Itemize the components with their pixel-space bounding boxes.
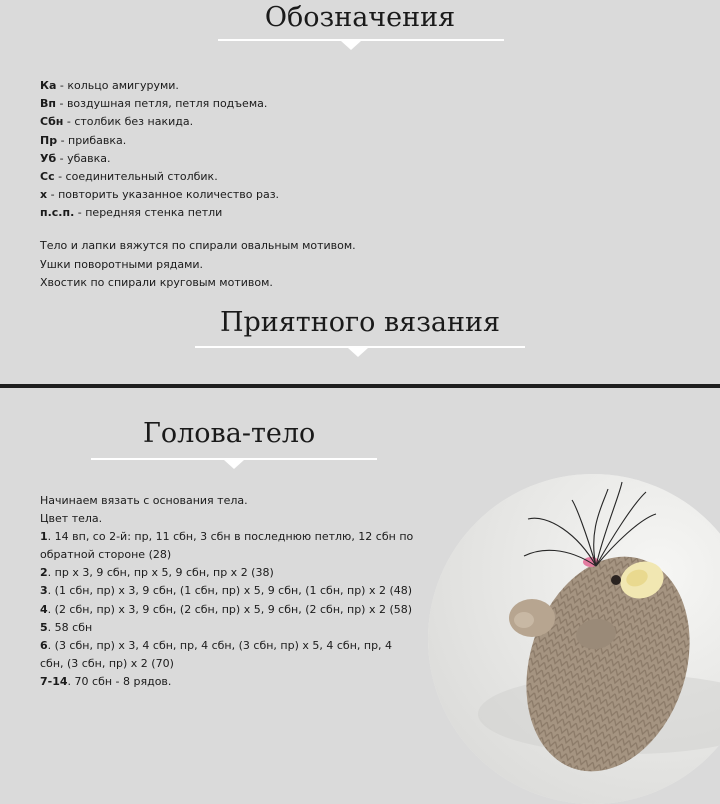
legend-desc: - передняя стенка петли (74, 206, 223, 220)
legend-item (40, 150, 279, 168)
eye (611, 575, 621, 585)
pattern-row (40, 564, 440, 582)
pattern-row (40, 528, 440, 546)
pattern-row-continuation: сбн, (3 сбн, пр) х 2 (70) (40, 656, 174, 670)
legend-list (40, 77, 279, 223)
note-line: Ушки поворотными рядами. (40, 257, 204, 271)
note-line: Хвостик по спирали круговым мотивом. (40, 276, 273, 289)
legend-panel (0, 0, 720, 384)
row-number: 7-14 (40, 674, 68, 688)
legend-item (40, 113, 279, 131)
legend-item (40, 95, 279, 113)
row-number: 1 (40, 530, 48, 544)
legend-item (40, 186, 279, 204)
row-number: 3 (40, 584, 48, 598)
closing-title-notch (348, 348, 368, 357)
row-text: . (3 сбн, пр) х 3, 4 сбн, пр, 4 сбн, (3 сбн, пр) х 5, 4 сбн, пр, 4 (47, 638, 393, 652)
legend-abbr: х (40, 188, 48, 202)
legend-abbr: Пр (40, 133, 58, 147)
row-number: 2 (40, 566, 48, 580)
row-number: 5 (40, 620, 48, 634)
pattern-row (40, 619, 440, 637)
pattern-row-continuation: обратной стороне (28) (40, 548, 172, 562)
legend-item (40, 168, 279, 186)
body-section-title: Голова-тело (143, 418, 316, 449)
row-text: . 70 сбн - 8 рядов. (67, 674, 172, 688)
pattern-instructions (40, 492, 440, 691)
pattern-row (40, 582, 440, 600)
closing-title: Приятного вязания (219, 307, 501, 338)
legend-abbr: Сс (40, 170, 55, 184)
legend-abbr: Уб (40, 151, 57, 165)
intro-line: Цвет тела. (40, 512, 103, 526)
row-text: . 58 сбн (47, 620, 93, 634)
legend-abbr: Сбн (40, 115, 64, 129)
legend-abbr: п.с.п. (40, 206, 75, 220)
pattern-row (40, 673, 440, 691)
legend-title-rule (218, 39, 504, 41)
legend-title: Обозначения (264, 2, 456, 33)
pattern-row (40, 601, 440, 619)
legend-item (40, 132, 279, 150)
pattern-row (40, 637, 440, 655)
legend-desc: - повторить указанное количество раз. (47, 188, 280, 202)
row-text: . 14 вп, со 2-й: пр, 11 сбн, 3 сбн в последнюю петлю, 12 сбн по (47, 530, 414, 544)
note-line: Тело и лапки вяжутся по спирали овальным мотивом. (40, 239, 356, 252)
intro-line: Начинаем вязать с основания тела. (40, 494, 248, 507)
legend-desc: - соединительный столбик. (54, 170, 218, 184)
legend-desc: - кольцо амигуруми. (56, 79, 179, 92)
legend-abbr: Вп (40, 97, 56, 111)
legend-desc: - убавка. (56, 151, 111, 165)
legend-item (40, 77, 279, 95)
legend-desc: - столбик без накида. (63, 115, 194, 129)
row-text: . (1 сбн, пр) х 3, 9 сбн, (1 сбн, пр) х 5, 9 сбн, (1 сбн, пр) х 2 (48) (47, 584, 413, 598)
row-text: . пр х 3, 9 сбн, пр х 5, 9 сбн, пр х 2 (38) (47, 566, 274, 580)
legend-title-notch (341, 41, 361, 50)
legend-notes (40, 237, 356, 293)
row-text: . (2 сбн, пр) х 3, 9 сбн, (2 сбн, пр) х 5, 9 сбн, (2 сбн, пр) х 2 (58) (47, 602, 413, 616)
legend-desc: - прибавка. (57, 133, 127, 147)
legend-desc: - воздушная петля, петля подъема. (55, 97, 268, 111)
legend-abbr: Ка (40, 79, 57, 92)
legend-item (40, 204, 279, 222)
paw-highlight (514, 612, 534, 628)
body-title-notch (224, 460, 244, 469)
row-number: 4 (40, 602, 48, 616)
row-number: 6 (40, 638, 48, 652)
